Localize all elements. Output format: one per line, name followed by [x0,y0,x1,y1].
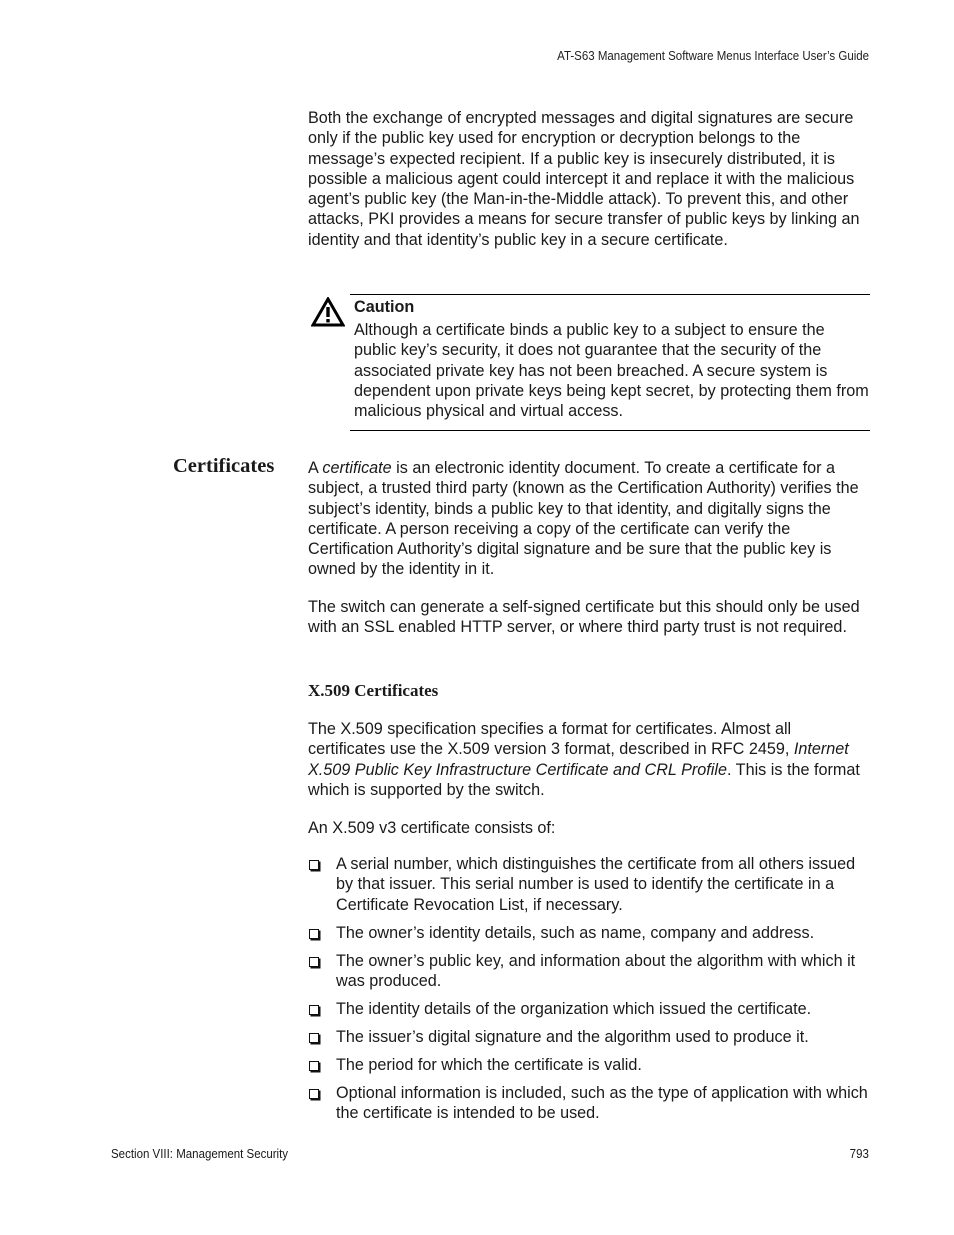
para-lead: The X.509 specification specifies a format for certificates. Almost all certificates use the X.509 version 3 format, described in RFC 2459, [308,720,794,759]
caution-rule-bottom [350,430,870,431]
caution-text: Although a certificate binds a public key to a subject to ensure the public key’s security, it does not guarantee that the security of the associated private key has not been breached. A secure system is dependent upon private keys being kept secret, by protecting them from malicious physical and virtual access. [354,321,869,421]
caution-title: Caution [354,298,415,316]
list-item: Optional information is included, such as the type of application with which the certificate is intended to be used. [308,1083,870,1124]
checkbox-bullet-icon [309,1033,319,1043]
subheading-x509: X.509 Certificates [308,681,439,700]
para-rest: is an electronic identity document. To create a certificate for a subject, a trusted third party (known as the Certification Authority) verifies the subject’s identity, binds a public key to that identity, and digitally signs the certificate. A person receiving a copy of the certificate can verify the Certification Authority’s digital signature and be sure that the public key is owned by the identity in it. [308,459,859,579]
x509-paragraph-1 [308,719,870,800]
certificates-paragraph-1 [308,458,870,580]
para-rest: . This is the format which is supported by the switch. [308,760,860,799]
intro-paragraph: Both the exchange of encrypted messages and digital signatures are secure only if the public key used for encryption or decryption belongs to the message’s expected recipient. If a public key is insecurely distributed, it is possible a malicious agent could intercept it and replace it with the malicious agent’s public key (the Man-in-the-Middle attack). To prevent this, and other attacks, PKI provides a means for secure transfer of public keys by linking an identity and that identity’s public key in a secure certificate. [308,109,860,249]
list-item: The owner’s identity details, such as name, company and address. [308,923,870,943]
list-item: The owner’s public key, and information about the algorithm with which it was produced. [308,951,870,992]
footer-section: Section VIII: Management Security [111,1147,289,1161]
x509-paragraph-2: An X.509 v3 certificate consists of: [308,819,556,837]
certificates-paragraph-2: The switch can generate a self-signed certificate but this should only be used with an SSL enabled HTTP server, or where third party trust is not required. [308,598,860,637]
checkbox-bullet-icon [309,957,319,967]
checkbox-bullet-icon [309,1061,319,1071]
list-item: A serial number, which distinguishes the certificate from all others issued by that issuer. This serial number is used to identify the certificate in a Certificate Revocation List, if necessary. [308,854,870,915]
certificate-contents-list [308,854,870,1131]
checkbox-bullet-icon [309,860,319,870]
list-item: The period for which the certificate is valid. [308,1055,870,1075]
checkbox-bullet-icon [309,1089,319,1099]
warning-triangle-icon [311,297,345,327]
list-item: The issuer’s digital signature and the algorithm used to produce it. [308,1027,870,1047]
caution-rule-top [350,294,870,295]
certificate-term: certificate [322,459,392,477]
rfc-title: Internet X.509 Public Key Infrastructure Certificate and CRL Profile [308,740,849,779]
section-heading-certificates: Certificates [173,455,275,477]
caution-box [308,294,870,431]
page-number: 793 [849,1147,869,1161]
para-lead: A [308,459,323,477]
checkbox-bullet-icon [309,1005,319,1015]
running-header: AT-S63 Management Software Menus Interface User’s Guide [557,49,869,63]
checkbox-bullet-icon [309,929,319,939]
list-item: The identity details of the organization which issued the certificate. [308,999,870,1019]
